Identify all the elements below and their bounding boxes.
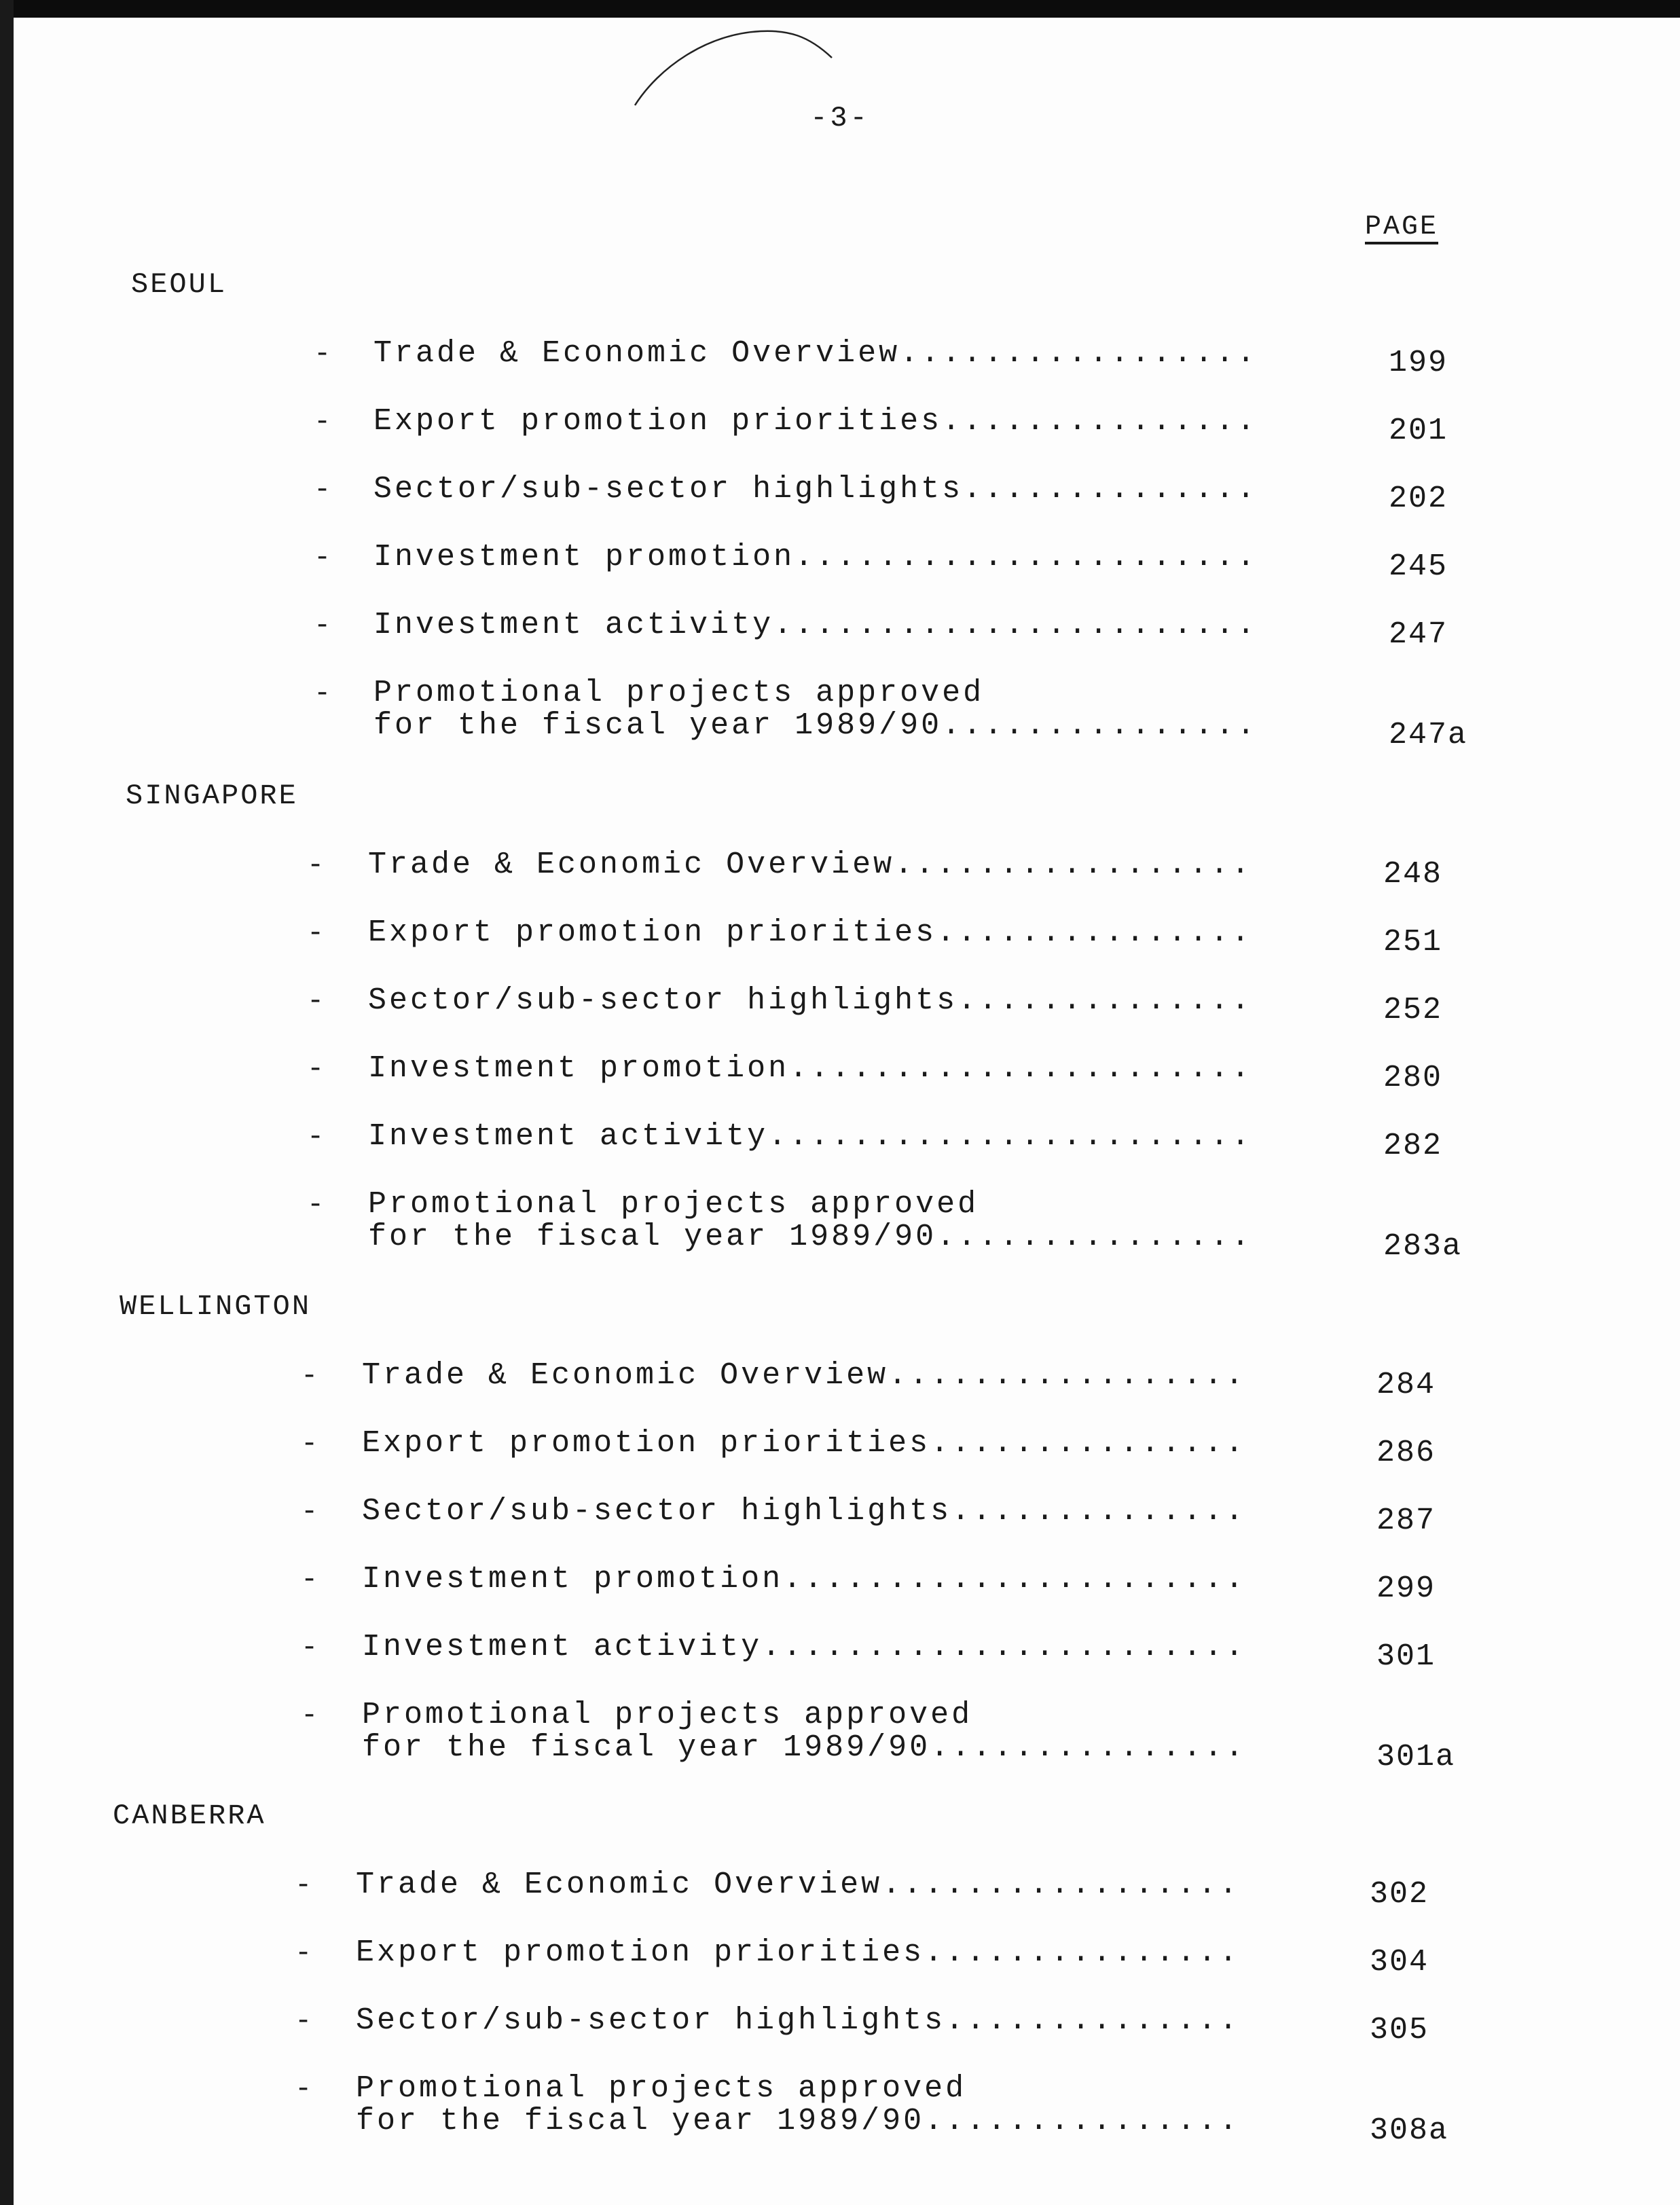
entry-page-number: 283a bbox=[1383, 1229, 1463, 1264]
entry-page-number: 301a bbox=[1376, 1740, 1456, 1774]
entry-title: Sector/sub-sector highlights.............. bbox=[356, 2005, 1241, 2037]
entry-page-number: 252 bbox=[1383, 993, 1443, 1027]
entry-page-number: 302 bbox=[1370, 1877, 1429, 1912]
section-title: SEOUL bbox=[131, 268, 227, 301]
section-title: WELLINGTON bbox=[120, 1290, 312, 1323]
toc-entry bbox=[0, 1699, 1680, 1774]
toc-entry bbox=[0, 1188, 1680, 1264]
scan-top-border bbox=[0, 0, 1680, 18]
entry-page-number: 280 bbox=[1383, 1061, 1443, 1095]
entry-page-number: 247a bbox=[1389, 718, 1468, 752]
entry-title: Sector/sub-sector highlights.............. bbox=[362, 1495, 1247, 1528]
entry-page-number: 247 bbox=[1389, 617, 1448, 652]
entry-title: Export promotion priorities............... bbox=[356, 1937, 1241, 1969]
entry-page-number: 301 bbox=[1376, 1639, 1436, 1674]
entry-title: Trade & Economic Overview................. bbox=[356, 1869, 1241, 1901]
entry-title: Promotional projects approved for the fiscal year 1989/90............... bbox=[373, 677, 1258, 742]
entry-title: Export promotion priorities............... bbox=[373, 405, 1258, 438]
entry-title: Investment promotion...................... bbox=[368, 1053, 1253, 1085]
toc-entry bbox=[0, 1495, 1680, 1563]
toc-entry bbox=[0, 1360, 1680, 1427]
toc-entry bbox=[0, 338, 1680, 405]
bullet-dash: - bbox=[314, 338, 331, 370]
entry-page-number: 282 bbox=[1383, 1129, 1443, 1163]
page-number: -3- bbox=[810, 102, 870, 134]
toc-entry bbox=[0, 541, 1680, 609]
toc-entry bbox=[0, 405, 1680, 473]
toc-entry bbox=[0, 1053, 1680, 1120]
entry-title: Investment activity....................... bbox=[362, 1631, 1247, 1664]
entry-page-number: 305 bbox=[1370, 2013, 1429, 2047]
bullet-dash: - bbox=[301, 1495, 318, 1528]
entry-title: Trade & Economic Overview................. bbox=[368, 849, 1253, 881]
toc-entry bbox=[0, 985, 1680, 1053]
entry-title: Promotional projects approved for the fiscal year 1989/90............... bbox=[356, 2073, 1241, 2138]
toc-entry bbox=[0, 1563, 1680, 1631]
entry-page-number: 286 bbox=[1376, 1436, 1436, 1470]
section-title: SINGAPORE bbox=[126, 780, 298, 812]
bullet-dash: - bbox=[295, 2073, 312, 2105]
toc-entry bbox=[0, 1631, 1680, 1699]
entry-page-number: 202 bbox=[1389, 481, 1448, 516]
entry-page-number: 201 bbox=[1389, 414, 1448, 448]
bullet-dash: - bbox=[295, 1869, 312, 1901]
bullet-dash: - bbox=[314, 541, 331, 574]
entry-page-number: 287 bbox=[1376, 1504, 1436, 1538]
bullet-dash: - bbox=[301, 1631, 318, 1664]
entry-page-number: 284 bbox=[1376, 1368, 1436, 1402]
bullet-dash: - bbox=[307, 917, 325, 949]
toc-entry bbox=[0, 1427, 1680, 1495]
bullet-dash: - bbox=[314, 405, 331, 438]
bullet-dash: - bbox=[314, 473, 331, 506]
entry-title: Sector/sub-sector highlights.............. bbox=[368, 985, 1253, 1017]
toc-entry bbox=[0, 473, 1680, 541]
toc-entry bbox=[0, 917, 1680, 985]
section-title: CANBERRA bbox=[113, 1800, 266, 1832]
bullet-dash: - bbox=[295, 1937, 312, 1969]
bullet-dash: - bbox=[314, 609, 331, 642]
toc-entry bbox=[0, 677, 1680, 752]
bullet-dash: - bbox=[307, 985, 325, 1017]
bullet-dash: - bbox=[307, 849, 325, 881]
entry-title: Investment promotion...................... bbox=[362, 1563, 1247, 1596]
entry-title: Export promotion priorities............... bbox=[368, 917, 1253, 949]
entry-title: Investment activity....................... bbox=[373, 609, 1258, 642]
entry-page-number: 248 bbox=[1383, 857, 1443, 892]
bullet-dash: - bbox=[307, 1053, 325, 1085]
entry-page-number: 251 bbox=[1383, 925, 1443, 960]
entry-title: Sector/sub-sector highlights.............. bbox=[373, 473, 1258, 506]
entry-title: Export promotion priorities............... bbox=[362, 1427, 1247, 1460]
bullet-dash: - bbox=[301, 1427, 318, 1460]
bullet-dash: - bbox=[314, 677, 331, 710]
toc-entry bbox=[0, 1120, 1680, 1188]
toc-entry bbox=[0, 2073, 1680, 2148]
entry-title: Investment activity....................... bbox=[368, 1120, 1253, 1153]
bullet-dash: - bbox=[301, 1699, 318, 1732]
entry-title: Trade & Economic Overview................. bbox=[373, 338, 1258, 370]
toc-entry bbox=[0, 1937, 1680, 2005]
toc-entry bbox=[0, 609, 1680, 677]
entry-title: Trade & Economic Overview................. bbox=[362, 1360, 1247, 1392]
toc-entry bbox=[0, 849, 1680, 917]
entry-title: Investment promotion...................... bbox=[373, 541, 1258, 574]
toc-entry bbox=[0, 1869, 1680, 1937]
entry-page-number: 308a bbox=[1370, 2113, 1449, 2148]
bullet-dash: - bbox=[307, 1120, 325, 1153]
toc-entry bbox=[0, 2005, 1680, 2073]
bullet-dash: - bbox=[307, 1188, 325, 1221]
entry-page-number: 304 bbox=[1370, 1945, 1429, 1980]
entry-title: Promotional projects approved for the fiscal year 1989/90............... bbox=[362, 1699, 1247, 1764]
entry-page-number: 199 bbox=[1389, 346, 1448, 380]
entry-title: Promotional projects approved for the fiscal year 1989/90............... bbox=[368, 1188, 1253, 1254]
bullet-dash: - bbox=[295, 2005, 312, 2037]
bullet-dash: - bbox=[301, 1563, 318, 1596]
entry-page-number: 245 bbox=[1389, 549, 1448, 584]
entry-page-number: 299 bbox=[1376, 1571, 1436, 1606]
bullet-dash: - bbox=[301, 1360, 318, 1392]
page-column-header: PAGE bbox=[1365, 212, 1439, 242]
